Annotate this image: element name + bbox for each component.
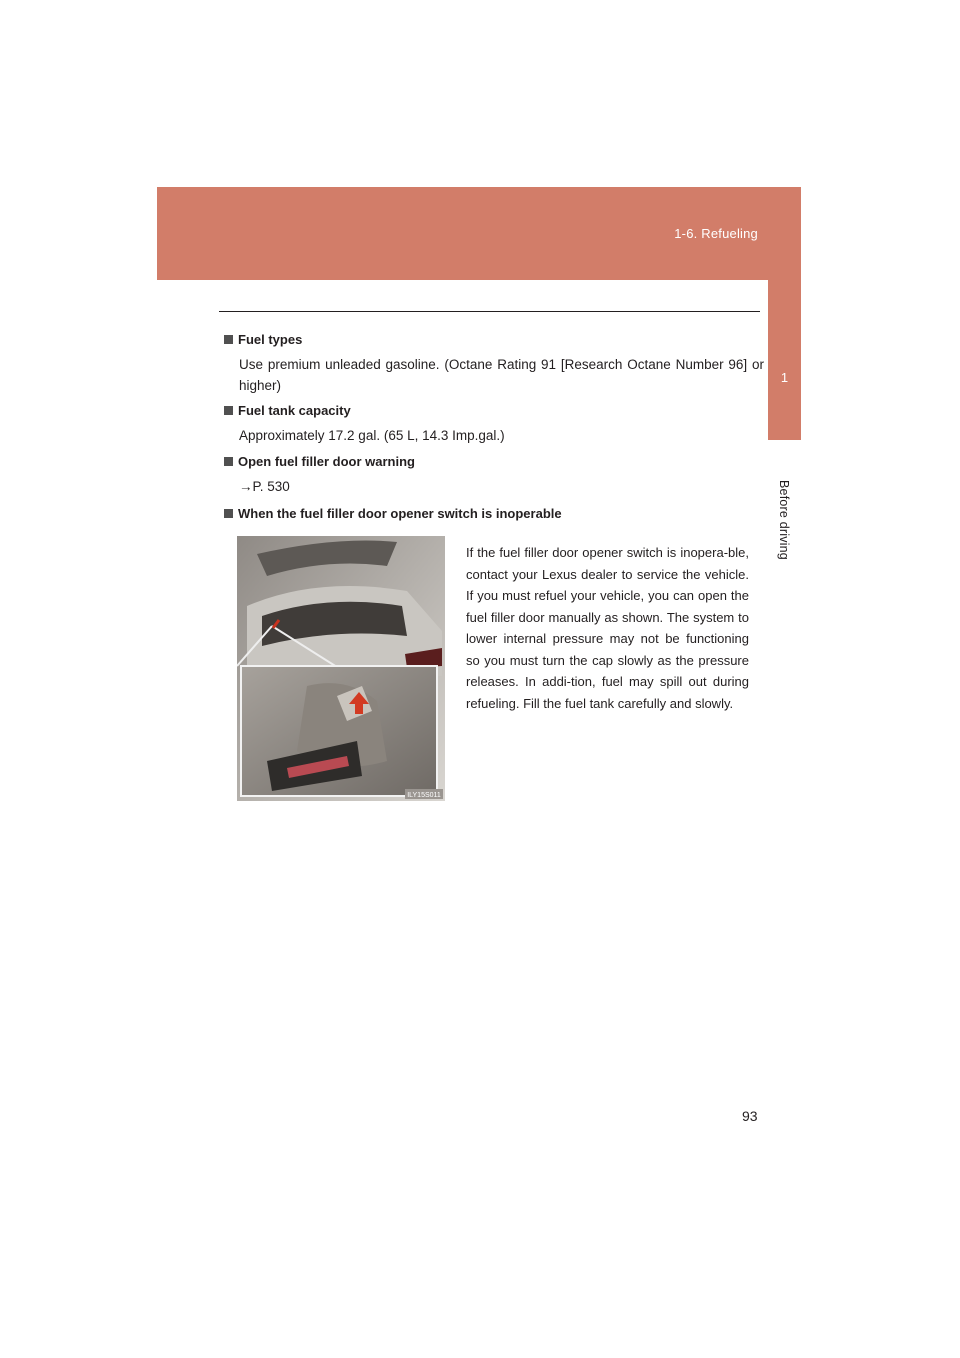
trunk-illustration [237,536,445,801]
section-text: Use premium unleaded gasoline. (Octane Rating 91 [Research Octane Number 96] or higher) [239,357,764,393]
square-bullet-icon [224,509,233,518]
section-heading: Fuel tank capacity [238,403,351,418]
section-filler-door-warning [224,454,764,497]
section-text: If the fuel filler door opener switch is inopera-ble, contact your Lexus dealer to service the vehicle. If you must refuel your vehicle, you can open the fuel filler door manually as shown. The system to lower internal pressure may not be functioning so you must turn the cap slowly as the pressure releases. In addi-tion, fuel may spill out during refueling. Fill the fuel tank carefully and slowly. [466,545,749,711]
chapter-tab [768,280,801,440]
square-bullet-icon [224,335,233,344]
section-heading: Fuel types [238,332,303,347]
chapter-number: 1 [780,370,789,385]
square-bullet-icon [224,406,233,415]
figure-code: ILY15S011 [407,792,441,799]
header-band [157,187,801,280]
chapter-label: Before driving [777,480,791,560]
section-title: 1-6. Refueling [674,226,758,241]
section-text: Approximately 17.2 gal. (65 L, 14.3 Imp.gal.) [239,428,505,443]
page-reference-link[interactable]: →P. 530 [239,479,290,494]
top-divider [219,311,760,312]
section-fuel-tank-capacity [224,403,764,446]
section-heading: When the fuel filler door opener switch is inoperable [238,506,562,521]
page-number: 93 [742,1108,758,1124]
square-bullet-icon [224,457,233,466]
section-fuel-types [224,332,764,396]
section-opener-inoperable [224,506,764,521]
section-heading: Open fuel filler door warning [238,454,415,469]
